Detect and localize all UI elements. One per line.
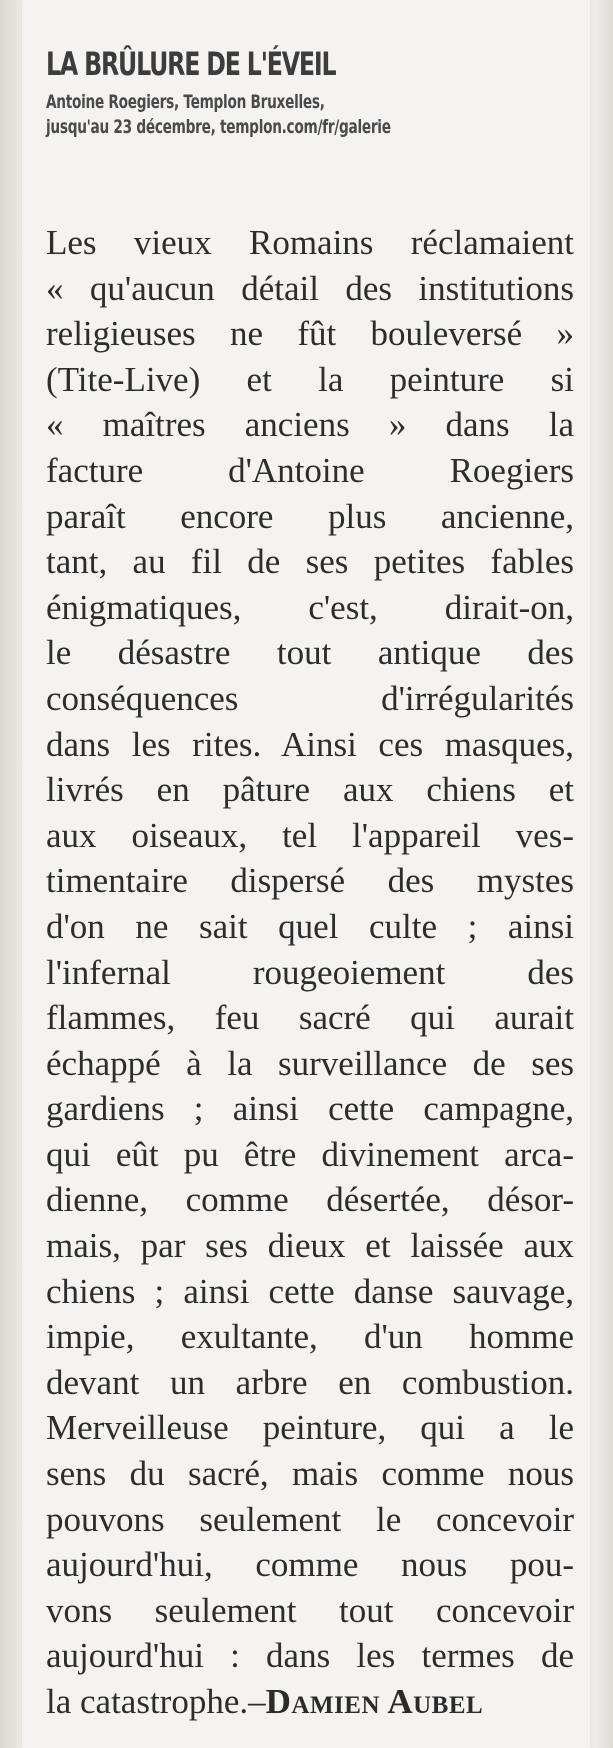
body-line: mais, par ses dieux et laissée aux <box>46 1226 574 1266</box>
body-line: « qu'aucun détail des institutions <box>46 268 574 308</box>
body-line: paraît encore plus ancienne, <box>46 496 574 536</box>
body-line: qui eût pu être divinement arca- <box>46 1134 574 1174</box>
body-line: conséquences d'irrégularités <box>46 678 574 718</box>
body-line: « maîtres anciens » dans la <box>46 405 574 445</box>
body-line: devant un arbre en combustion. <box>46 1362 574 1402</box>
body-line: aux oiseaux, tel l'appareil ves- <box>46 815 574 855</box>
body-line: pouvons seulement le concevoir <box>46 1499 574 1539</box>
body-line: timentaire dispersé des mystes <box>46 861 574 901</box>
body-line: échappé à la surveillance de ses <box>46 1043 574 1083</box>
article-meta <box>46 90 576 140</box>
body-line: impie, exultante, d'un homme <box>46 1317 574 1357</box>
body-line: Merveilleuse peinture, qui a le <box>46 1408 574 1448</box>
body-line: gardiens ; ainsi cette campagne, <box>46 1089 574 1129</box>
body-line: religieuses ne fût bouleversé » <box>46 314 574 354</box>
scan-margin-right <box>595 0 613 1748</box>
body-line: sens du sacré, mais comme nous <box>46 1454 574 1494</box>
body-line: dienne, comme désertée, désor- <box>46 1180 574 1220</box>
body-line: (Tite-Live) et la peinture si <box>46 359 574 399</box>
body-line: dans les rites. Ainsi ces masques, <box>46 724 574 764</box>
body-last-line-text: la catastrophe.– <box>46 1682 266 1721</box>
body-line: énigmatiques, c'est, dirait-on, <box>46 587 574 627</box>
body-line: tant, au fil de ses petites fables <box>46 542 574 582</box>
meta-line-dates-website: jusqu'au 23 décembre, templon.com/fr/galerie <box>46 116 391 138</box>
body-line: vons seulement tout concevoir <box>46 1590 574 1630</box>
body-line: l'infernal rougeoiement des <box>46 952 574 992</box>
body-line: Les vieux Romains réclamaient <box>46 223 574 262</box>
body-line: aujourd'hui : dans les termes de <box>46 1636 574 1676</box>
body-line: livrés en pâture aux chiens et <box>46 770 574 810</box>
body-line: aujourd'hui, comme nous pou- <box>46 1545 574 1585</box>
article-header <box>46 44 576 140</box>
body-line: flammes, feu sacré qui aurait <box>46 998 574 1038</box>
body-line: d'on ne sait quel culte ; ainsi <box>46 906 574 946</box>
article-column <box>22 0 590 1748</box>
body-line: chiens ; ainsi cette danse sauvage, <box>46 1271 574 1311</box>
article-title: LA BRÛLURE DE L'ÉVEIL <box>46 45 336 83</box>
scan-margin-left <box>0 0 24 1748</box>
body-line: facture d'Antoine Roegiers <box>46 450 574 490</box>
body-line-final <box>46 1679 574 1725</box>
article-body <box>46 220 574 1725</box>
author-signature: Damien Aubel <box>265 1682 484 1721</box>
body-line: le désastre tout antique des <box>46 633 574 673</box>
meta-line-artist-gallery: Antoine Roegiers, Templon Bruxelles, <box>46 91 325 113</box>
